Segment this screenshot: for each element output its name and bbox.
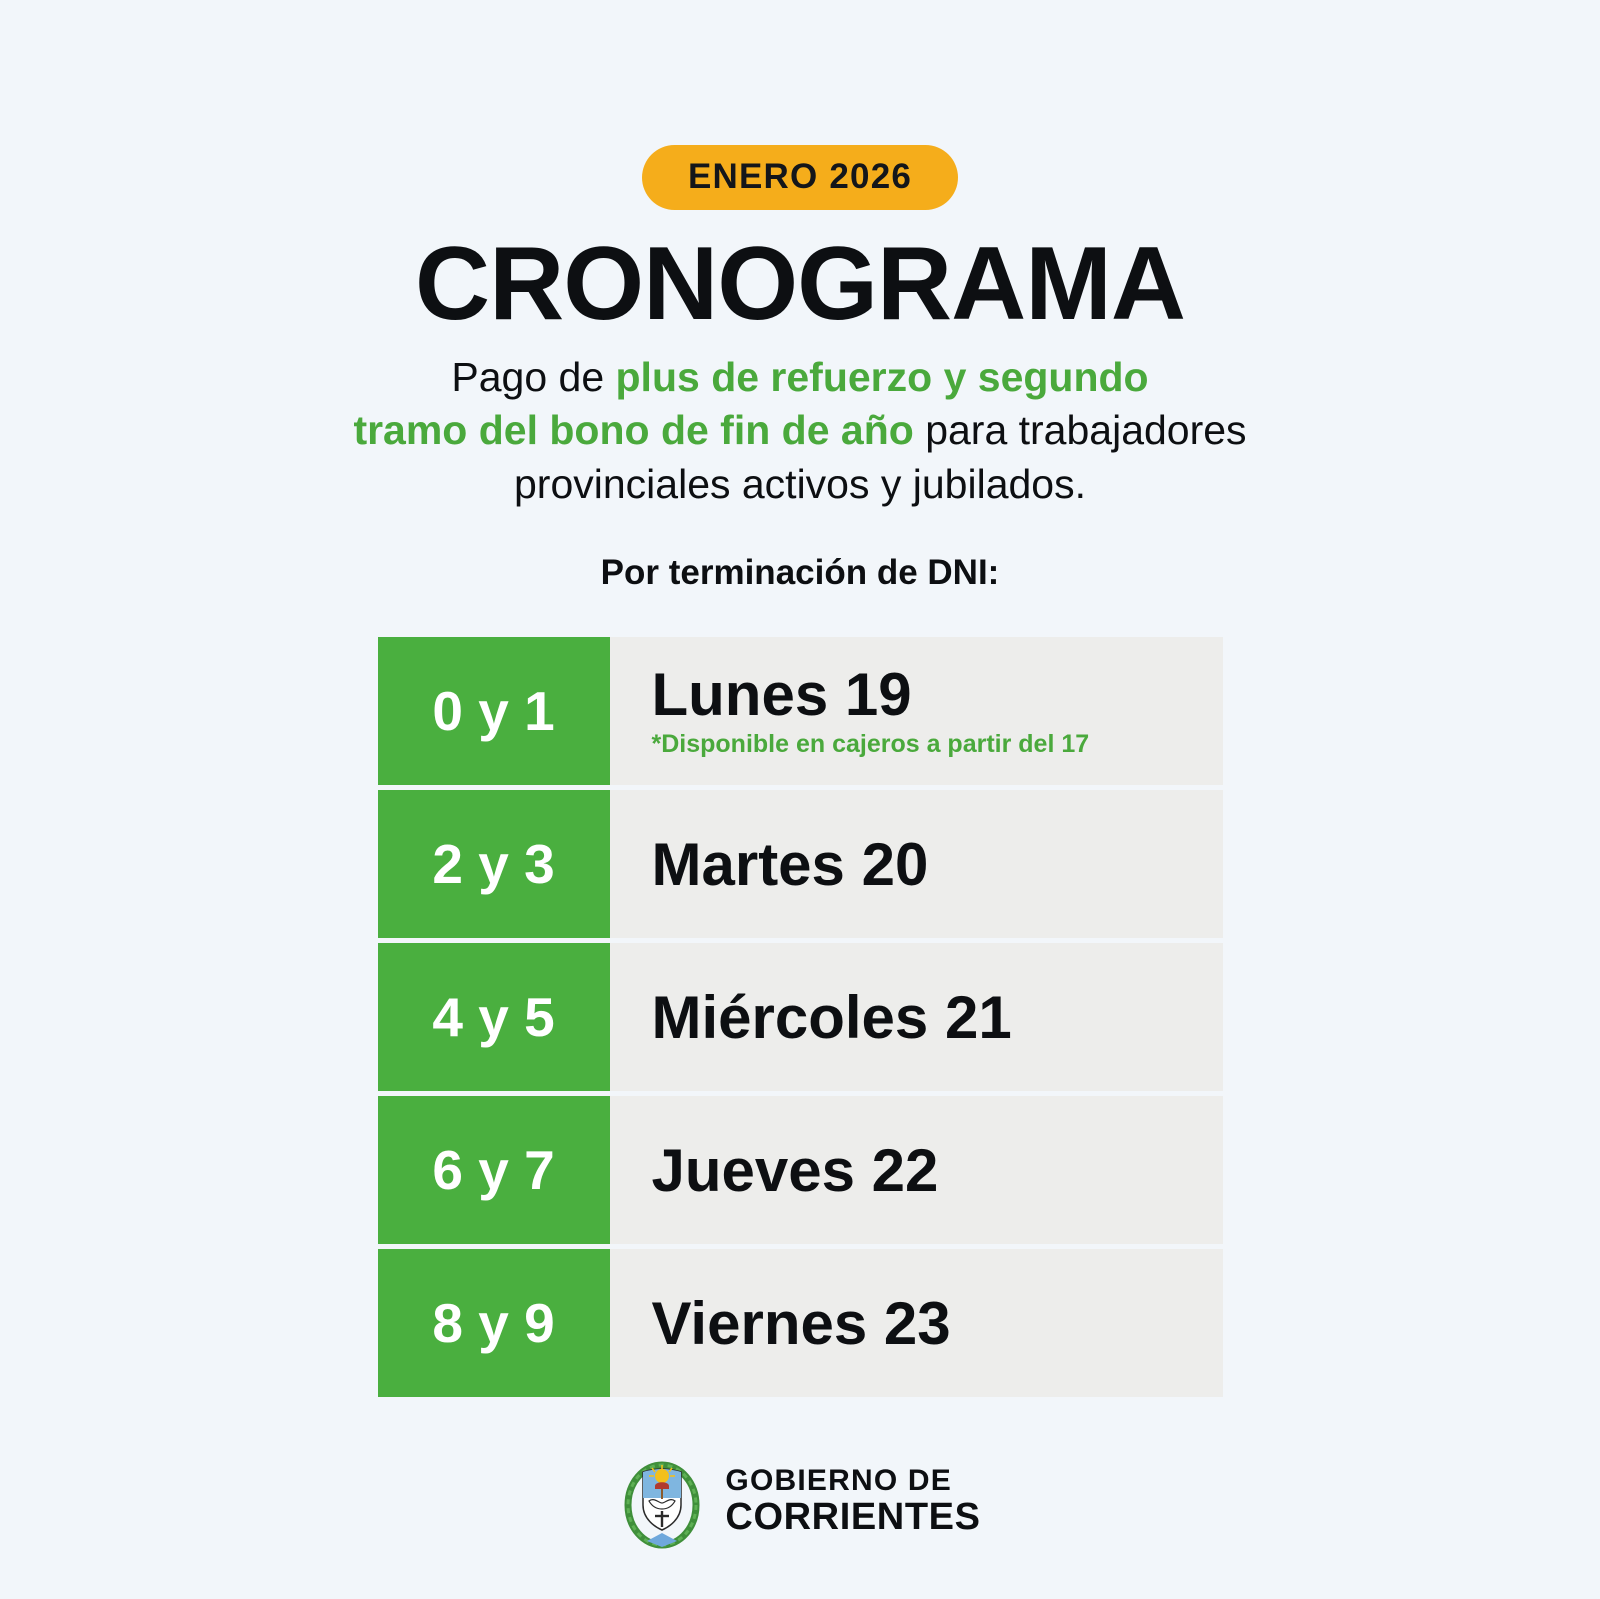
dni-instruction: Por terminación de DNI: <box>600 553 1000 593</box>
table-row <box>378 943 1223 1091</box>
subtitle-part2: para trabajadores <box>913 407 1247 454</box>
month-badge: ENERO 2026 <box>642 145 958 210</box>
table-row <box>378 790 1223 938</box>
dni-cell: 6 y 7 <box>378 1096 610 1244</box>
day-cell <box>610 1249 1223 1397</box>
gov-wordmark <box>725 1465 980 1537</box>
day-label: Jueves 22 <box>651 1136 939 1204</box>
corrientes-coat-of-arms-icon <box>619 1453 705 1549</box>
table-row <box>378 637 1223 785</box>
schedule-table <box>378 637 1223 1397</box>
gov-line-2: CORRIENTES <box>725 1495 981 1538</box>
table-row <box>378 1096 1223 1244</box>
day-label: Viernes 23 <box>651 1289 951 1357</box>
day-label: Lunes 19 <box>651 661 912 729</box>
day-note: *Disponible en cajeros a partir del 17 <box>651 730 1090 759</box>
day-label: Miércoles 21 <box>651 983 1012 1051</box>
gov-line-1: GOBIERNO DE <box>725 1464 952 1498</box>
day-cell <box>610 1096 1223 1244</box>
dni-cell: 0 y 1 <box>378 637 610 785</box>
dni-cell: 8 y 9 <box>378 1249 610 1397</box>
day-label: Martes 20 <box>651 830 929 898</box>
day-cell <box>610 637 1223 785</box>
subtitle-highlight2: tramo del bono de fin de año <box>353 407 914 454</box>
dni-cell: 4 y 5 <box>378 943 610 1091</box>
subtitle-part3: provinciales activos y jubilados. <box>514 460 1086 507</box>
page-title: CRONOGRAMA <box>415 226 1185 342</box>
day-cell <box>610 790 1223 938</box>
subtitle-part1: Pago de <box>451 354 616 401</box>
day-cell <box>610 943 1223 1091</box>
subtitle <box>210 351 1390 511</box>
footer-logo <box>619 1453 980 1549</box>
table-row <box>378 1249 1223 1397</box>
subtitle-highlight1: plus de refuerzo y segundo <box>615 354 1149 401</box>
dni-cell: 2 y 3 <box>378 790 610 938</box>
